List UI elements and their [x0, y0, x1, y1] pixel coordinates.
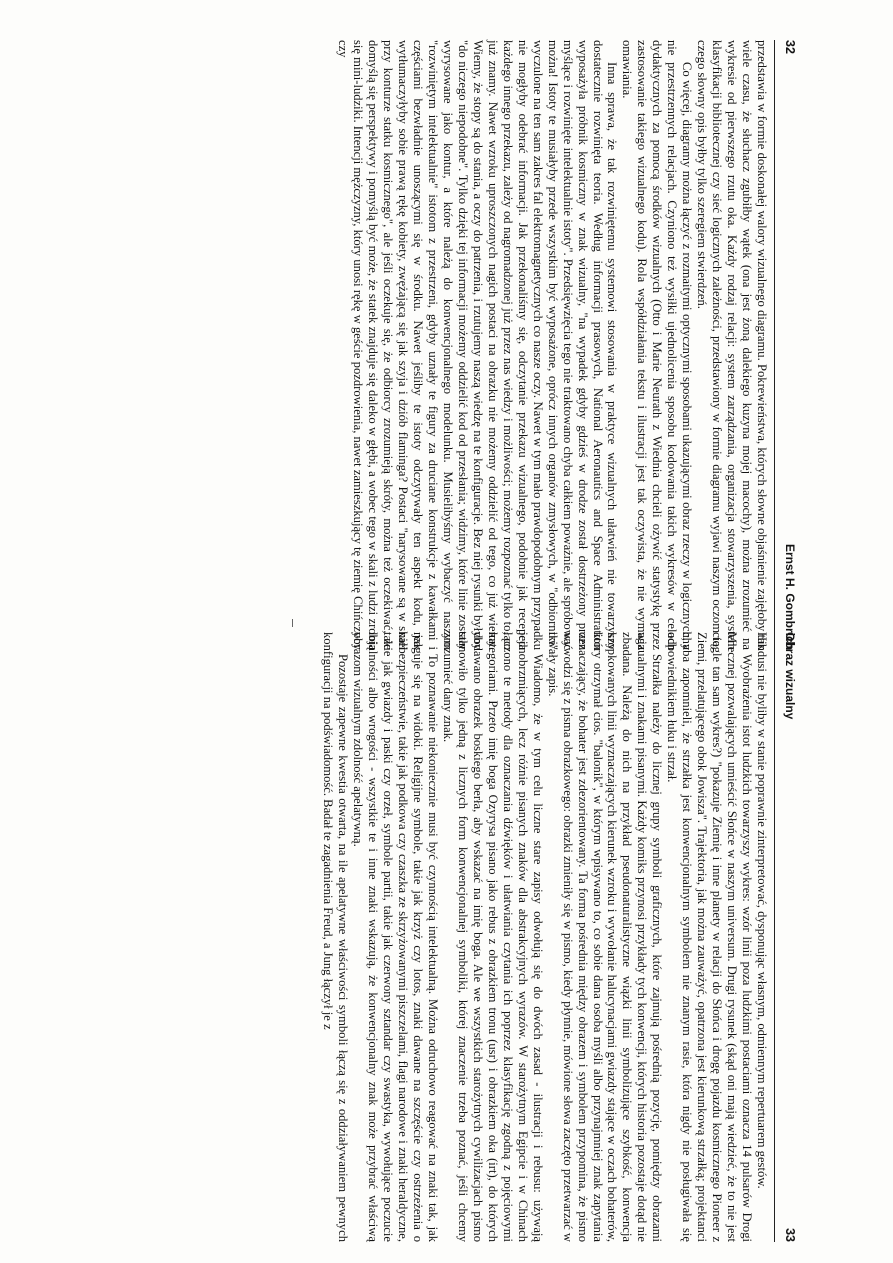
right-page — [0, 632, 893, 1242]
running-head-author: Ernst H. Gombrich — [783, 543, 797, 650]
page-number-right: 33 — [783, 1228, 797, 1242]
gutter-mark — [292, 619, 293, 627]
paragraph: Co więcej, diagramy można łączyć z rozmaitymi optycznymi sposobami ukazującymi obraz rzeczy w logicznych, a nie przestrzennych relacjach. Czyniono też wysiłki ujednolicenia sposobu kodowania takich wykresów w celach dydaktycznych za pomocą środków wizualnych (Otto i Marie Neurath z Wiednia chcieli ożywić statystykę przez zastosowanie takiego wizualnego kodu). Rola współdziałania tekstu i ilustracji jest tak oczywista, że nie wymaga omawiania. — [620, 40, 695, 650]
paragraph: To poznawanie niekoniecznie musi być czynnością intelektualną. Można odruchowo reagować na znaki tak, jak reaguje się na widoki. Religijne symbole, takie jak krzyż czy lotos, znaki dawane na szczęście czy ostrzeżenia o niebezpieczeństwie, takie jak podkowa czy czaszka ze skrzyżowanymi piszczelami, flagi narodowe i znaki heraldyczne, takie jak gwiazdy i paski czy orzeł, symbole partii, takie jak czerwony sztandar czy swastyka, wywołujące poczucie lojalności albo wrogości - wszystkie te i inne znaki wskazują, że konwencjonalny znak może przybrać właściwą obrazom wizualnym zdolność apelatywną. — [351, 632, 441, 1242]
running-head-title: Obraz wizualny — [783, 632, 797, 720]
paragraph: Wyobrażenia istot ludzkich towarzyszy wykres: wzór linii poza ludzkimi postaciami oznacza 14 pulsarów Drogi Mlecznej pozwalających umieścić Słońce w naszym universum. Drugi rysunek (skąd oni mają wiedzieć, że to nie jest ciągle tan sam wykres?) "pokazuje Ziemię i inne planety w relacji do Słońca i drogę pojazdu kosmicznego Pioneer z Ziemi, przelatującego obok Jowisza". Trajektoria, jak można zauważyć, opatrzona jest kierunkową strzałką; projektanci chyba zapomnieli, że strzałka jest konwencjonalnym symbolem nie znanym rasie, która nigdy nie posługiwała się odpowiednikiem łuku i strzał. — [665, 632, 755, 1242]
right-running-head — [774, 632, 797, 1242]
left-running-head — [774, 40, 797, 650]
paragraph: Inna sprawa, że tak rozwiniętemu systemowi stosowania w praktyce wizualnych ułatwień nie towarzyszy dostatecznie rozwinięta teoria. Według informacji prasowych, National Aeronautics and Space Administration wyposażyła próbnik kosmiczny w znak wizualny, "na wypadek gdyby gdzieś w drodze został dostrzeżony przez myślące i rozwinięte intelektualnie istoty". Przedsięwzięcia tego nie traktowano chyba całkiem poważnie, ale spróbować można! Istoty te musiałyby przede wszystkim być wyposażone, oprócz innych organów zmysłowych, w "odbiorniki" wyczulone na ten sam zakres fal elektromagnetycznych co nasze oczy. Nawet w tym mało prawdopodobnym przypadku nie mogłyby odebrać informacji. Jak przekonaliśmy się, odczytanie przekazu wizualnego, podobnie jak recepcja każdego innego przekazu, zależy od nagromadzonej już przez nas wiedzy i możliwości; możemy rozpoznać tylko to, co już znamy. Nawet wzroku uproszczonych nagich postaci na obrazku nie możemy oddzielić od tego, co już wiemy. Wiemy, że stopy są do stania, a oczy do patrzenia, i rzutujemy naszą wiedzę na te konfiguracje. Bez niej rysunki byłyby "do niczego niepodobne". Tylko dzięki tej informacji możemy oddzielić kod od przesłania; widzimy, które linie zostały wyrysowane jako kontur, a które należą do konwencjonalnego modelunku. Musielibyśmy wybaczyć naszym "rozwiniętym intelektualnie" istotom z przestrzeni, gdyby uznały te figury za druciane konstrukcje z kawałkami i częściami bezwładnie unoszącymi się w środku. Nawet jeśliby te istoty odczytywały ten aspekt kodu, jak wytłumaczyłyby sobie prawą rękę kobiety, zwężającą się jak szyja i dziób flaminga? Postaci "narysowane są w skali przy konturze statku kosmicznego", ale jeśli oczekuje się, że odbiorcy zrozumieją skróty, można też oczekiwać, że domyślą się perspektywy i pomyślą być może, że statek znajduje się daleko w głębi, a wobec tego w skali z ludzi zrobią się mini-ludziki. Intencji mężczyzny, który unosi rękę w geście pozdrowienia, nawet zamieszkujący tę ziemię Chińczycy czy — [336, 40, 620, 650]
paragraph: przedstawia w formie doskonałej walory wizualnego diagramu. Pokrewieństwa, których słowne objaśnienie zajęłoby tak wiele czasu, że słuchacz zgubiłby wątek (ona jest żoną dalekiego kuzyna mojej macochy), można zrozumieć na wykresie od pierwszego rzutu oka. Każdy rodzaj relacji: system zarządzania, organizacja stowarzyszenia, system klasyfikacji bibliotecznej czy sieć logicznych zależności, przedstawiony w formie diagramu wyjawi naszym oczom to, czego słowny opis byłby tylko szeregiem stwierdzeń. — [695, 40, 769, 650]
paragraph: Pozostaje zapewne kwestia otwarta, na ile apelatywne właściwości symboli łączą się z oddziaływaniem pewnych konfiguracji na podświadomość. Badał te zagadnienia Freud, a Jung łączył je z — [321, 632, 351, 1242]
left-page — [0, 40, 893, 650]
paragraph: Strzałka należy do licznej grupy symboli graficznych, które zajmują pośrednią pozycję, pomiędzy obrazami wizualnymi i znakami pisanymi. Każdy komiks przynosi przykłady tych konwencji, których historia pozostaje dotąd nie zbadana. Należą do nich na przykład pseudonaturalistyczne wiązki linii symbolizujące szybkość, konwencja kropkowanych linii wyznaczających kierunek wzroku i wywołanie halucynacjami gwiazdy stające w oczach bohaterów, który otrzymał cios. "balonik", w którym wpisywano to, co sobie dana osoba myśli albo przynajmniej znak zapytania oznaczający, że bohater jest zdezorientowany. Ta forma pośrednia między obrazem i symbolem przypomina, że pismo wywodzi się z pisma obrazkowego: obrazki zmieniły się w pismo, kiedy płynnie, mówione słowa zaczęto przetwarzać w trwały zapis. — [545, 632, 665, 1242]
right-body-text — [320, 632, 769, 1242]
paragraph: Wiadomo, że w tym celu liczne stare zapisy odwołują się do dwóch zasad - ilustracji i rebusu: używają jednobrzmiących, lecz różnie pisanych znaków dla abstrakcyjnych wyrazów. W starożytnym Egipcie i w Chinach łączono te metody dla oznaczania dźwięków i ułatwiania czytania ich poprzez klasyfikację zgodną z pojęciowymi kategoriami. Przeto imię boga Ozyrysa pisano jako rebus z obrazkiem tronu (usr) i obrazkiem oka (irt), do których dodawano obrazek boskiego berła, aby wskazać na imię boga. Ale we wszystkich starożytnych cywilizacjach pismo stanowiło tylko jedną z licznych form konwencjonalnej symboliki, której znaczenie trzeba poznać, jeśli chcemy zrozumieć dany znak. — [440, 632, 545, 1242]
left-body-text — [335, 40, 769, 650]
paragraph: Hindusi nie byliby w stanie poprawnie zinterpretować, dysponując własnym, odmiennym repertuarem gestów. — [755, 632, 769, 1189]
page-number-left: 32 — [783, 40, 797, 54]
